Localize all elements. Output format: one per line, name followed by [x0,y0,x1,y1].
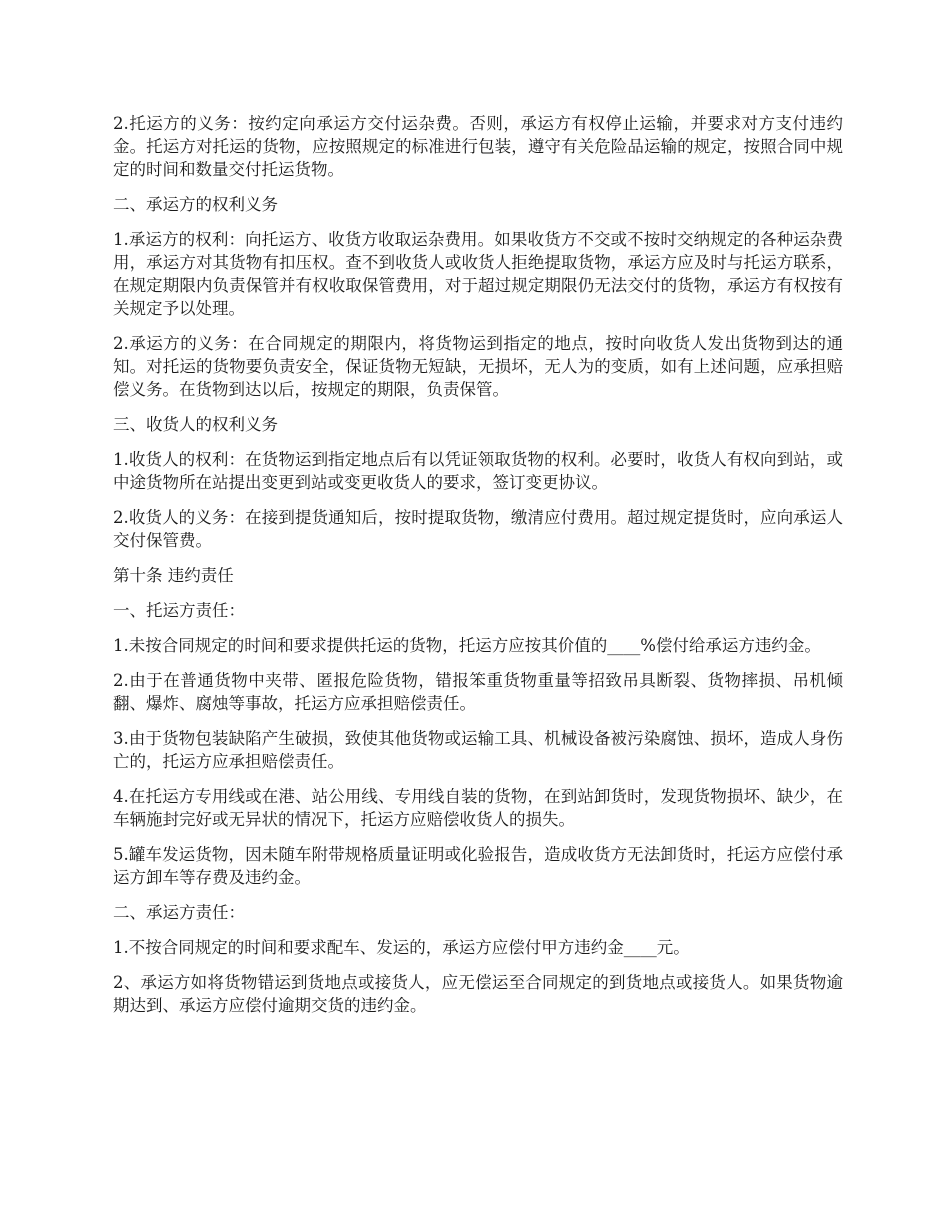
paragraph-carrier-liability-2: 2、承运方如将货物错运到货地点或接货人，应无偿运至合同规定的到货地点或接货人。如果货物逾期达到、承运方应偿付逾期交货的违约金。 [113,973,843,1015]
heading-carrier-liability: 二、承运方责任： [113,903,245,922]
heading-carrier-rights-obligations: 二、承运方的权利义务 [113,195,278,214]
heading-consignee-rights-obligations: 三、收货人的权利义务 [113,415,278,434]
heading-shipper-liability: 一、托运方责任： [113,601,245,620]
paragraph-shipper-liability-3: 3.由于货物包装缺陷产生破损，致使其他货物或运输工具、机械设备被污染腐蚀、损坏，造成人身伤亡的，托运方应承担赔偿责任。 [113,729,843,771]
document-body [113,112,843,1029]
paragraph-carrier-obligations: 2.承运方的义务：在合同规定的期限内，将货物运到指定的地点，按时向收货人发出货物到达的通知。对托运的货物要负责安全，保证货物无短缺，无损坏，无人为的变质，如有上述问题，应承担赔偿义务。在货物到达以后，按规定的期限，负责保管。 [113,334,843,399]
paragraph-shipper-liability-1: 1.未按合同规定的时间和要求提供托运的货物，托运方应按其价值的____%偿付给承运方违约金。 [113,636,821,655]
paragraph-consignee-obligations: 2.收货人的义务：在接到提货通知后，按时提取货物，缴清应付费用。超过规定提货时，应向承运人交付保管费。 [113,508,843,550]
paragraph-shipper-obligations: 2.托运方的义务：按约定向承运方交付运杂费。否则，承运方有权停止运输，并要求对方支付违约金。托运方对托运的货物，应按照规定的标准进行包装，遵守有关危险品运输的规定，按照合同中规定的时间和数量交付托运货物。 [113,114,843,179]
paragraph-carrier-rights: 1.承运方的权利：向托运方、收货方收取运杂费用。如果收货方不交或不按时交纳规定的各种运杂费用，承运方对其货物有扣压权。查不到收货人或收货人拒绝提取货物，承运方应及时与托运方联系，在规定期限内负责保管并有权收取保管费用，对于超过规定期限仍无法交付的货物，承运方有权按有关规定予以处理。 [113,230,843,318]
paragraph-shipper-liability-2: 2.由于在普通货物中夹带、匿报危险货物，错报笨重货物重量等招致吊具断裂、货物摔损、吊机倾翻、爆炸、腐烛等事故，托运方应承担赔偿责任。 [113,671,843,713]
paragraph-consignee-rights: 1.收货人的权利：在货物运到指定地点后有以凭证领取货物的权利。必要时，收货人有权向到站，或中途货物所在站提出变更到站或变更收货人的要求，签订变更协议。 [113,450,843,492]
heading-article-ten-liability: 第十条 违约责任 [113,566,234,585]
paragraph-carrier-liability-1: 1.不按合同规定的时间和要求配车、发运的，承运方应偿付甲方违约金____元。 [113,938,690,957]
paragraph-shipper-liability-4: 4.在托运方专用线或在港、站公用线、专用线自装的货物，在到站卸货时，发现货物损坏、缺少，在车辆施封完好或无异状的情况下，托运方应赔偿收货人的损失。 [113,787,843,829]
paragraph-shipper-liability-5: 5.罐车发运货物，因未随车附带规格质量证明或化验报告，造成收货方无法卸货时，托运方应偿付承运方卸车等存费及违约金。 [113,845,843,887]
